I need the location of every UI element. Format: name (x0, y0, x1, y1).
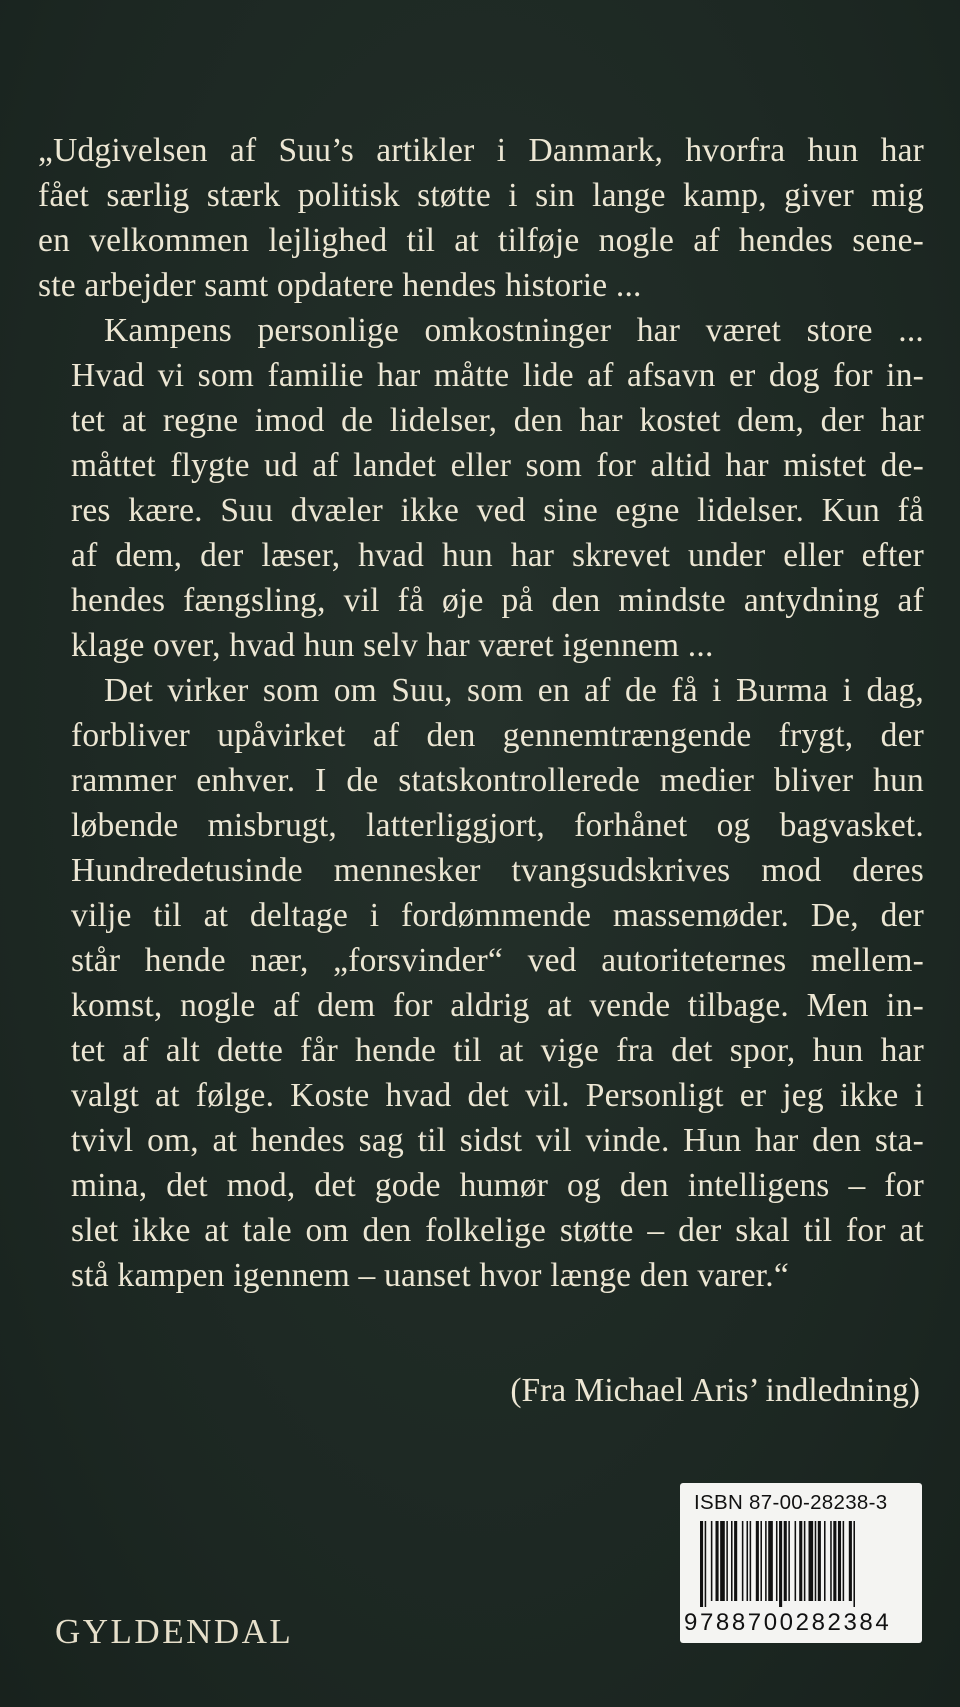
quote-paragraph (38, 128, 924, 308)
quote-line: Det virker som om Suu, som en af de få i Burma i dag, (104, 672, 924, 709)
barcode-label (680, 1483, 922, 1643)
quote-line: tet af alt dette får hende til at vige fra det spor, hun har (71, 1032, 924, 1069)
quote-line: komst, nogle af dem for aldrig at vende tilbage. Men in- (71, 987, 924, 1024)
quote-paragraph (38, 308, 924, 668)
quote-line: „Udgivelsen af Suu’s artikler i Danmark, hvorfra hun har (38, 132, 924, 169)
quote-line: slet ikke at tale om den folkelige støtte – der skal til for at (71, 1212, 924, 1249)
quote-line: fået særlig stærk politisk støtte i sin lange kamp, giver mig (38, 177, 924, 214)
quote-line: stå kampen igennem – uanset hvor længe den varer.“ (71, 1257, 789, 1294)
quote-line: Hundredetusinde mennesker tvangsudskrives mod deres (71, 852, 924, 889)
quote-line: Kampens personlige omkostninger har været store ... (104, 312, 924, 349)
quote-line: en velkommen lejlighed til at tilføje nogle af hendes sene- (38, 222, 924, 259)
quote-line: ste arbejder samt opdatere hendes historie ... (38, 267, 642, 304)
quote-line: res kære. Suu dvæler ikke ved sine egne lidelser. Kun få (71, 492, 924, 529)
barcode-digits: 9788700282384 (684, 1609, 892, 1636)
isbn-number: ISBN 87-00-28238-3 (694, 1491, 888, 1514)
quote-line: tet at regne imod de lidelser, den har kostet dem, der har (71, 402, 924, 439)
quote-line: vilje til at deltage i fordømmende massemøder. De, der (71, 897, 924, 934)
quote-line: klage over, hvad hun selv har været igennem ... (71, 627, 714, 664)
back-cover-quote (38, 128, 924, 1298)
barcode-icon (700, 1521, 902, 1607)
quote-line: valgt at følge. Koste hvad det vil. Personligt er jeg ikke i (71, 1077, 924, 1114)
quote-line: tvivl om, at hendes sag til sidst vil vinde. Hun har den sta- (71, 1122, 924, 1159)
quote-line: rammer enhver. I de statskontrollerede medier bliver hun (71, 762, 924, 799)
attribution: (Fra Michael Aris’ indledning) (510, 1372, 920, 1409)
quote-line: forbliver upåvirket af den gennemtrængende frygt, der (71, 717, 924, 754)
publisher-logo: GYLDENDAL (55, 1612, 294, 1651)
quote-line: hendes fængsling, vil få øje på den mindste antydning af (71, 582, 924, 619)
quote-line: står hende nær, „forsvinder“ ved autoriteternes mellem- (71, 942, 924, 979)
quote-paragraph (38, 668, 924, 1298)
quote-line: af dem, der læser, hvad hun har skrevet under eller efter (71, 537, 924, 574)
quote-line: mina, det mod, det gode humør og den intelligens – for (71, 1167, 924, 1204)
quote-line: måttet flygte ud af landet eller som for altid har mistet de- (71, 447, 924, 484)
quote-line: løbende misbrugt, latterliggjort, forhånet og bagvasket. (71, 807, 924, 844)
quote-line: Hvad vi som familie har måtte lide af afsavn er dog for in- (71, 357, 924, 394)
